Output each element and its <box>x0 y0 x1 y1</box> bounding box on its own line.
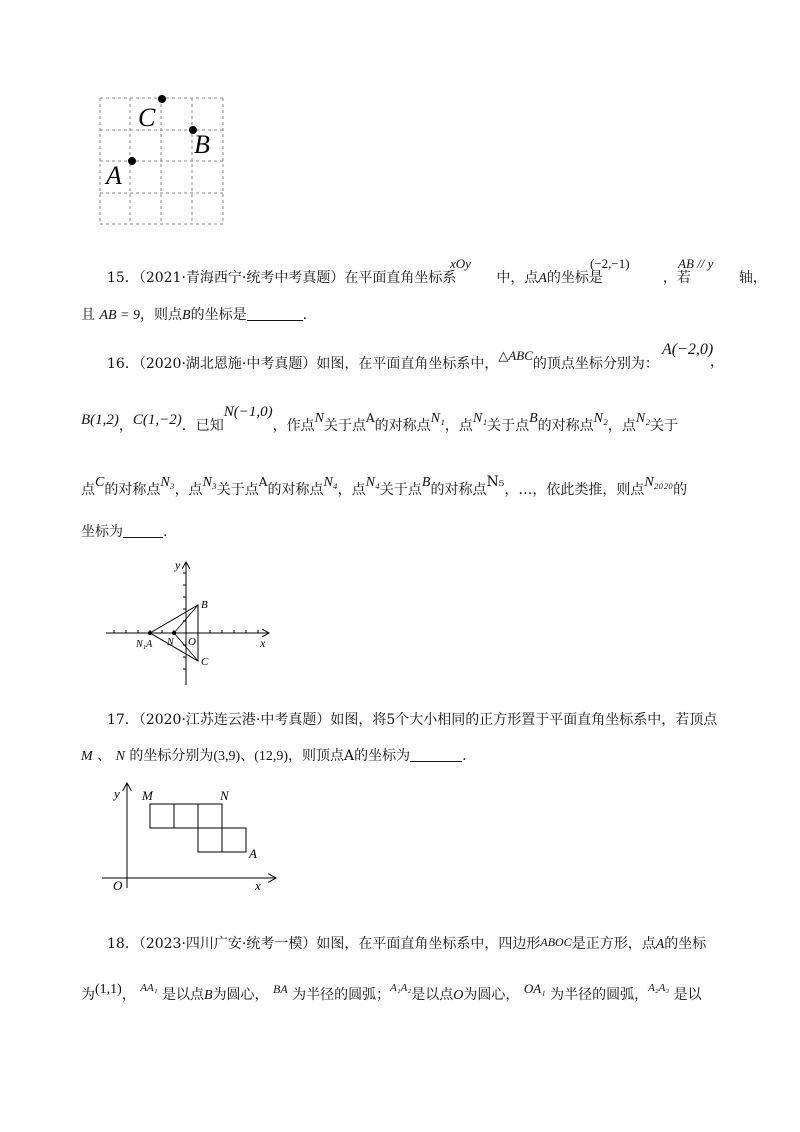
q18-line1: 18．（2023·四川广安·统考一模）如图，在平面直角坐标系中，四边形ABOC是正方形，点A的坐标 <box>107 935 707 952</box>
q15-parallel: AB // y <box>678 256 714 271</box>
svg-text:C: C <box>201 656 209 668</box>
q17-answer-blank[interactable] <box>410 747 462 762</box>
label-a: A <box>106 161 122 190</box>
svg-text:x: x <box>255 878 261 893</box>
q16-coord-a: A(−2,0) <box>662 341 714 358</box>
svg-text:y: y <box>175 558 181 572</box>
q18-line2: 为(1,1)， $^{AA_1}$ 是以点B为圆心， BA 为半径的圆弧；$^{A_1A_2}$是以点O为圆心， OA₁ 为半径的圆弧，$^{A_2A_3}$ 是以 <box>81 981 702 1003</box>
svg-text:N: N <box>220 788 229 803</box>
q16-line1: 16．（2020·湖北恩施·中考真题）如图，在平面直角坐标系中，△ABC的顶点坐标分别为： <box>107 348 659 372</box>
svg-text:y: y <box>114 786 120 801</box>
q16-answer-blank[interactable] <box>123 523 163 538</box>
svg-text:B: B <box>201 599 208 611</box>
q15-coord-a: (−2,−1) <box>590 256 630 271</box>
svg-text:x: x <box>260 636 266 650</box>
q15-line1: 15．（2021·青海西宁·统考中考真题）在平面直角坐标系 中，点A的坐标是 ，若 轴， <box>107 270 767 286</box>
q15-answer-blank[interactable] <box>247 306 303 321</box>
svg-text:O: O <box>188 636 196 648</box>
svg-text:N₁A: N₁A <box>136 639 153 650</box>
squares-figure <box>100 778 285 898</box>
label-b: B <box>194 130 210 159</box>
q17-line2: M 、 N 的坐标分别为(3,9)、(12,9)，则顶点A的坐标为 . <box>81 748 467 764</box>
q17-line1: 17．（2020·江苏连云港·中考真题）如图，将5个大小相同的正方形置于平面直角坐标系中，若顶点 <box>107 712 718 728</box>
point-c <box>158 95 166 103</box>
svg-text:A: A <box>249 846 257 861</box>
q16-line2: B(1,2)，C(1,−2)．已知N(−1,0)，作点N关于点A的对称点N₁，点N₁关于点B的对称点N₂，点N₂关于 <box>81 404 679 434</box>
svg-text:M: M <box>142 788 153 803</box>
grid-figure <box>96 90 236 230</box>
q16-line3: 点C的对称点N₃，点N₃关于点A的对称点N₄，点N₄关于点B的对称点N₅，…，依此类推，则点N₂₀₂₀的 <box>81 474 688 498</box>
triangle-figure <box>100 555 280 690</box>
label-c: C <box>138 103 156 132</box>
q16-line4: 坐标为 . <box>81 524 168 540</box>
q15-line2: 且 AB = 9，则点B的坐标是 . <box>81 307 308 323</box>
point-a <box>128 157 136 165</box>
svg-text:N: N <box>167 637 174 648</box>
q15-xoy: xOy <box>450 256 471 271</box>
svg-text:O: O <box>113 878 123 893</box>
